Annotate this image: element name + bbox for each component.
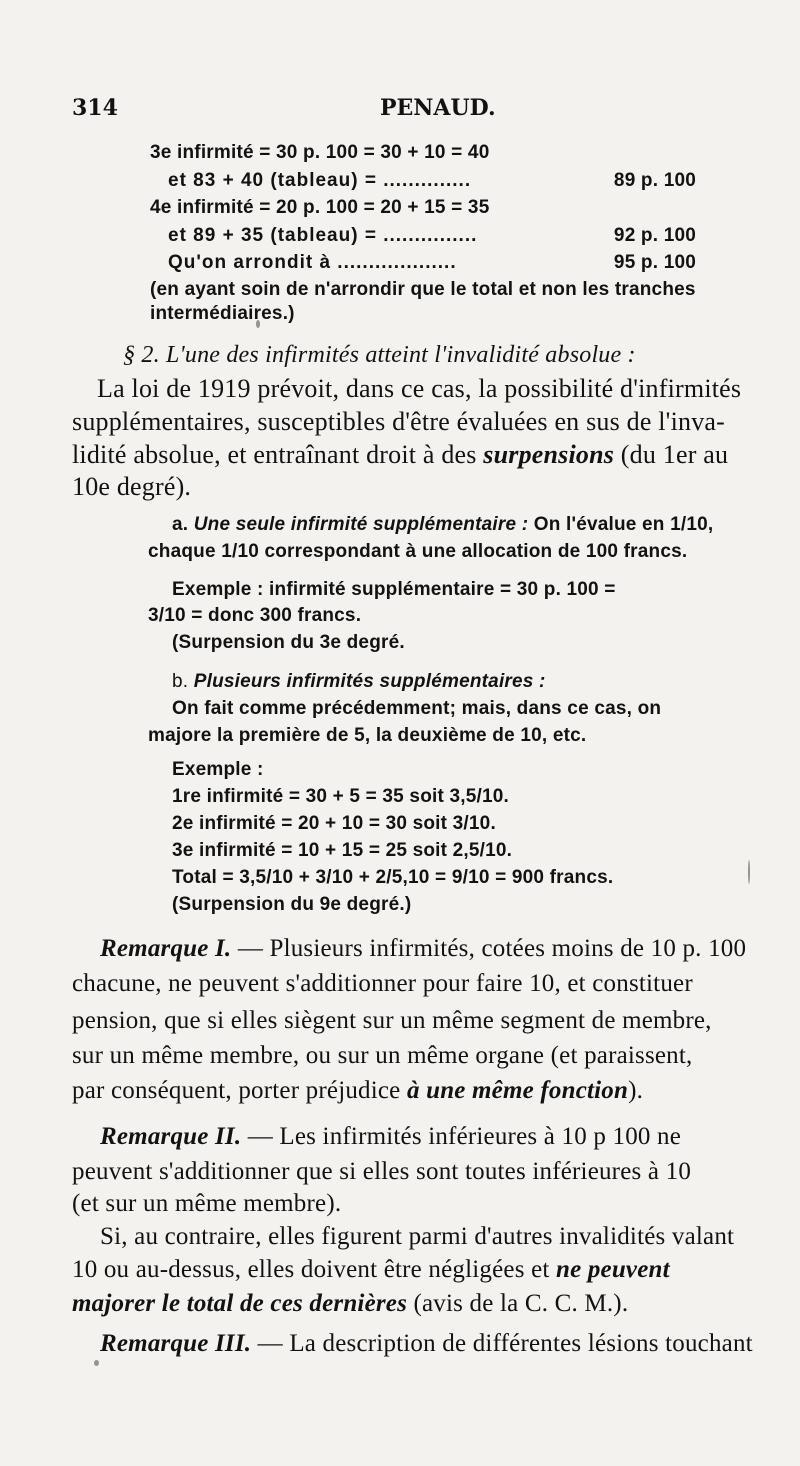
scan-speck: [748, 860, 750, 884]
calc-line-3: 4e infirmité = 20 p. 100 = 20 + 15 = 35: [150, 197, 490, 218]
item-a-line-3: Exemple : infirmité supplémentaire = 30 p. 100 =: [172, 579, 616, 600]
calc-line-5-right: 95 p. 100: [613, 252, 696, 273]
page-number: 314: [72, 95, 118, 121]
calc-line-2: [168, 170, 696, 192]
running-header: PENAUD.: [380, 95, 496, 121]
remarque-1-line-1: [100, 935, 746, 963]
item-b-line-9: (Surpension du 9e degré.): [172, 894, 412, 915]
item-b-line-2: On fait comme précédemment; mais, dans ce cas, on: [172, 698, 662, 719]
remarque-2-l6-italic: majorer le total de ces dernières: [72, 1290, 408, 1317]
item-b-line-3: majore la première de 5, la deuxième de 10, etc.: [148, 725, 587, 746]
remarque-2-l6-b: (avis de la C. C. M.).: [407, 1290, 629, 1317]
calc-line-5: [168, 252, 696, 274]
section-paragraph-line-4: 10e degré).: [72, 472, 192, 501]
calc-line-4-left: et 89 + 35 (tableau) = ...............: [168, 225, 478, 246]
section-heading: § 2. L'une des infirmités atteint l'invalidité absolue :: [123, 342, 636, 368]
item-a-line-5: (Surpension du 3e degré.: [172, 632, 405, 653]
calc-line-4: [168, 225, 696, 247]
calc-line-4-right: 92 p. 100: [613, 225, 696, 246]
remarque-1-title: Remarque I.: [100, 935, 232, 962]
remarque-3-line-1: [100, 1330, 753, 1358]
p3-text-b: (du 1er au: [614, 440, 729, 469]
remarque-2-title: Remarque II.: [100, 1123, 242, 1150]
remarque-2-l5-a: 10 ou au-dessus, elles doivent être négligées et: [72, 1256, 556, 1283]
item-b-label: b.: [172, 671, 189, 692]
remarque-2-line-1: [100, 1123, 681, 1151]
item-b-line-1: [172, 671, 546, 693]
remarque-2-line-6: [72, 1290, 628, 1318]
calc-line-2-right: 89 p. 100: [613, 170, 696, 191]
item-a-title: Une seule infirmité supplémentaire :: [193, 514, 529, 535]
item-b-line-8: Total = 3,5/10 + 3/10 + 2/5,10 = 9/10 = 900 francs.: [172, 867, 614, 888]
calc-line-2-left: et 83 + 40 (tableau) = ..............: [168, 170, 472, 191]
remarque-1-l5-a: par conséquent, porter préjudice: [72, 1077, 407, 1104]
remarque-1-line-2: chacune, ne peuvent s'additionner pour faire 10, et constituer: [72, 970, 693, 997]
remarque-2-line-2: peuvent s'additionner que si elles sont toutes inférieures à 10: [72, 1158, 692, 1185]
remarque-1-line-4: sur un même membre, ou sur un même organe (et paraissent,: [72, 1042, 693, 1069]
p3-text-a: lidité absolue, et entraînant droit à des: [72, 440, 484, 469]
section-paragraph-line-1: La loi de 1919 prévoit, dans ce cas, la possibilité d'infirmités: [97, 374, 742, 403]
remarque-3-l1-rest: — La description de différentes lésions touchant: [251, 1330, 753, 1357]
item-b-line-7: 3e infirmité = 10 + 15 = 25 soit 2,5/10.: [172, 840, 513, 861]
calc-line-1: 3e infirmité = 30 p. 100 = 30 + 10 = 40: [150, 142, 490, 163]
item-a-line-1: [172, 514, 713, 536]
section-paragraph-line-2: supplémentaires, susceptibles d'être évaluées en sus de l'inva-: [72, 407, 725, 436]
item-a-label: a.: [172, 514, 189, 535]
calc-line-7: intermédiaires.): [150, 303, 295, 324]
item-b-line-6: 2e infirmité = 20 + 10 = 30 soit 3/10.: [172, 813, 496, 834]
scan-speck: [256, 320, 260, 328]
remarque-1-l5-b: ).: [628, 1077, 644, 1104]
remarque-1-l5-italic: à une même fonction: [406, 1077, 629, 1104]
remarque-1-line-5: [72, 1077, 643, 1105]
item-b-line-4: Exemple :: [172, 759, 264, 780]
remarque-2-l5-italic: ne peuvent: [555, 1256, 670, 1283]
calc-line-6: (en ayant soin de n'arrondir que le total et non les tranches: [150, 279, 696, 300]
remarque-2-line-4: Si, au contraire, elles figurent parmi d'autres invalidités valant: [100, 1223, 735, 1250]
remarque-1-line-3: pension, que si elles siègent sur un même segment de membre,: [72, 1007, 712, 1034]
item-b-title: Plusieurs infirmités supplémentaires :: [193, 671, 546, 692]
remarque-2-line-3: (et sur un même membre).: [72, 1190, 342, 1217]
item-a-line-4: 3/10 = donc 300 francs.: [148, 605, 362, 626]
item-a-l1-rest: On l'évalue en 1/10,: [528, 514, 714, 535]
remarque-3-title: Remarque III.: [100, 1330, 252, 1357]
p3-italic: surpensions: [483, 440, 615, 469]
calc-line-5-left: Qu'on arrondit à ...................: [168, 252, 457, 273]
item-a-line-2: chaque 1/10 correspondant à une allocation de 100 francs.: [148, 541, 688, 562]
section-paragraph-line-3: [72, 440, 728, 470]
remarque-1-l1-rest: — Plusieurs infirmités, cotées moins de 10 p. 100: [231, 935, 747, 962]
remarque-2-l1-rest: — Les infirmités inférieures à 10 p 100 ne: [241, 1123, 682, 1150]
remarque-2-line-5: [72, 1256, 670, 1284]
scan-speck: [94, 1360, 99, 1366]
item-b-line-5: 1re infirmité = 30 + 5 = 35 soit 3,5/10.: [172, 786, 509, 807]
